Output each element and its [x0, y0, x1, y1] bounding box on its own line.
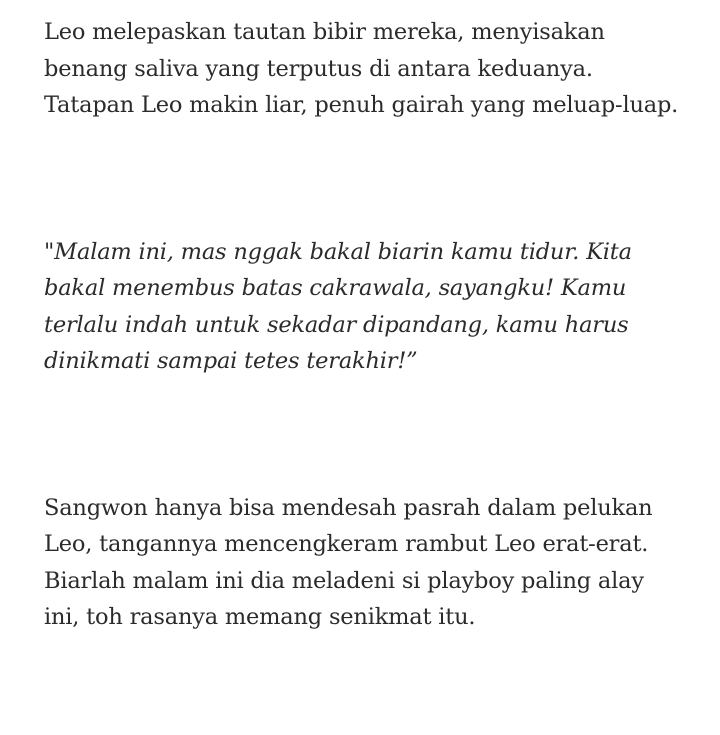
paragraph-dialogue: "Malam ini, mas nggak bakal biarin kamu tidur. Kita bakal menembus batas cakrawala, sayangku! Kamu terlalu indah untuk sekadar dipandang, kamu harus dinikmati sampai tetes terakhir!” [44, 238, 632, 374]
story-text [44, 14, 684, 636]
paragraph-narration-2: Sangwon hanya bisa mendesah pasrah dalam pelukan Leo, tangannya mencengkeram rambut Leo erat-erat. Biarlah malam ini dia meladeni si playboy paling alay ini, toh rasanya memang senikmat itu. [44, 494, 653, 630]
paragraph-narration-1: Leo melepaskan tautan bibir mereka, menyisakan benang saliva yang terputus di antara keduanya. Tatapan Leo makin liar, penuh gairah yang meluap-luap. [44, 19, 679, 118]
